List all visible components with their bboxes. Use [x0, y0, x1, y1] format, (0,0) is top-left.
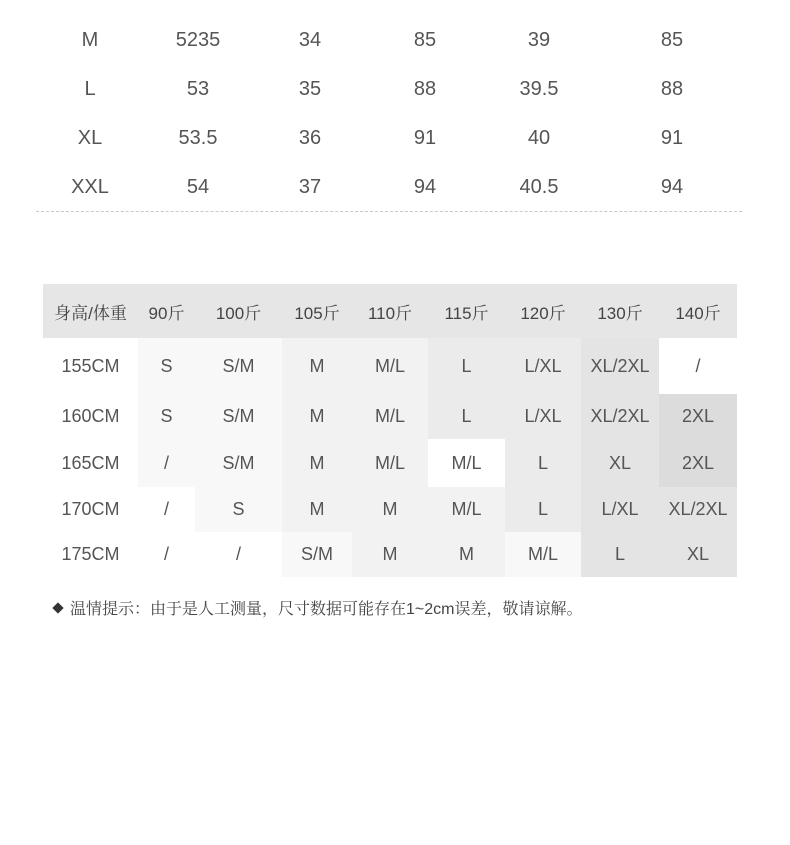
grid-size-cell: S [195, 487, 282, 532]
size-cell: 54 [186, 176, 210, 198]
grid-size-cell: L [505, 439, 581, 487]
size-row [0, 16, 790, 65]
size-row [0, 163, 790, 212]
grid-size-cell: M/L [352, 439, 428, 487]
size-cell: L [84, 78, 96, 100]
grid-size-cell: / [138, 439, 195, 487]
warm-tip-note [52, 596, 582, 619]
size-cell: 94 [660, 176, 684, 198]
grid-size-cell: L [505, 487, 581, 532]
grid-size-cell: L/XL [505, 394, 581, 439]
size-cell: 53 [186, 78, 210, 100]
grid-size-cell: M/L [505, 532, 581, 577]
grid-size-cell: 2XL [659, 439, 737, 487]
size-cell: 36 [298, 127, 322, 149]
grid-size-cell: S [138, 338, 195, 394]
grid-height-label: 175CM [43, 532, 138, 577]
size-cell: 91 [660, 127, 684, 149]
size-cell: 88 [413, 78, 437, 100]
grid-height-label: 160CM [43, 394, 138, 439]
grid-size-cell: XL/2XL [581, 338, 659, 394]
grid-size-cell: L [428, 338, 505, 394]
divider-dotted [36, 211, 742, 212]
grid-size-cell: L/XL [505, 338, 581, 394]
diamond-icon [52, 602, 63, 613]
grid-size-cell: M [352, 532, 428, 577]
grid-size-cell: S/M [195, 439, 282, 487]
grid-size-cell: / [195, 532, 282, 577]
grid-size-cell: / [138, 532, 195, 577]
height-weight-grid [43, 284, 737, 577]
grid-size-cell: M [282, 338, 352, 394]
grid-header-cell: 115斤 [428, 284, 505, 338]
size-cell: 94 [413, 176, 437, 198]
size-table [0, 16, 790, 212]
grid-size-cell: L [428, 394, 505, 439]
size-cell: 39 [527, 29, 551, 51]
size-cell: 85 [660, 29, 684, 51]
size-cell: 37 [298, 176, 322, 198]
grid-size-cell: S [138, 394, 195, 439]
grid-size-cell: S/M [195, 338, 282, 394]
size-row [0, 65, 790, 114]
grid-size-cell: S/M [282, 532, 352, 577]
size-cell: 53.5 [178, 127, 218, 149]
grid-size-cell: 2XL [659, 394, 737, 439]
grid-size-cell: M [282, 394, 352, 439]
grid-height-label: 155CM [43, 338, 138, 394]
grid-size-cell: M/L [352, 338, 428, 394]
grid-size-cell: / [138, 487, 195, 532]
grid-size-cell: XL [581, 439, 659, 487]
size-cell: 85 [413, 29, 437, 51]
grid-size-cell: M [352, 487, 428, 532]
size-cell: 5235 [175, 29, 221, 51]
size-cell: 40.5 [519, 176, 559, 198]
size-row [0, 114, 790, 163]
grid-size-cell: S/M [195, 394, 282, 439]
grid-height-label: 165CM [43, 439, 138, 487]
grid-size-cell: XL [659, 532, 737, 577]
grid-header-cell: 130斤 [581, 284, 659, 338]
grid-size-cell: XL/2XL [581, 394, 659, 439]
note-text: 温情提示：由于是人工测量，尺寸数据可能存在1~2cm误差，敬请谅解。 [70, 601, 583, 618]
grid-header-cell: 105斤 [282, 284, 352, 338]
grid-size-cell: M [282, 487, 352, 532]
grid-size-cell: M/L [428, 439, 505, 487]
size-cell: 88 [660, 78, 684, 100]
grid-size-cell: M/L [352, 394, 428, 439]
grid-header-cell: 120斤 [505, 284, 581, 338]
grid-size-cell: M [428, 532, 505, 577]
grid-size-cell: L [581, 532, 659, 577]
grid-header-cell: 110斤 [352, 284, 428, 338]
grid-size-cell: L/XL [581, 487, 659, 532]
size-cell: 40 [527, 127, 551, 149]
grid-height-label: 170CM [43, 487, 138, 532]
size-cell: XL [77, 127, 103, 149]
size-cell: 34 [298, 29, 322, 51]
size-cell: M [81, 29, 99, 51]
grid-header-cell: 90斤 [138, 284, 195, 338]
grid-size-cell: / [659, 338, 737, 394]
size-cell: XXL [71, 176, 109, 198]
grid-size-cell: M [282, 439, 352, 487]
size-cell: 91 [413, 127, 437, 149]
grid-header-cell: 身高/体重 [43, 284, 138, 338]
grid-size-cell: M/L [428, 487, 505, 532]
grid-header-cell: 100斤 [195, 284, 282, 338]
size-cell: 35 [298, 78, 322, 100]
grid-size-cell: XL/2XL [659, 487, 737, 532]
grid-header-cell: 140斤 [659, 284, 737, 338]
size-cell: 39.5 [519, 78, 559, 100]
